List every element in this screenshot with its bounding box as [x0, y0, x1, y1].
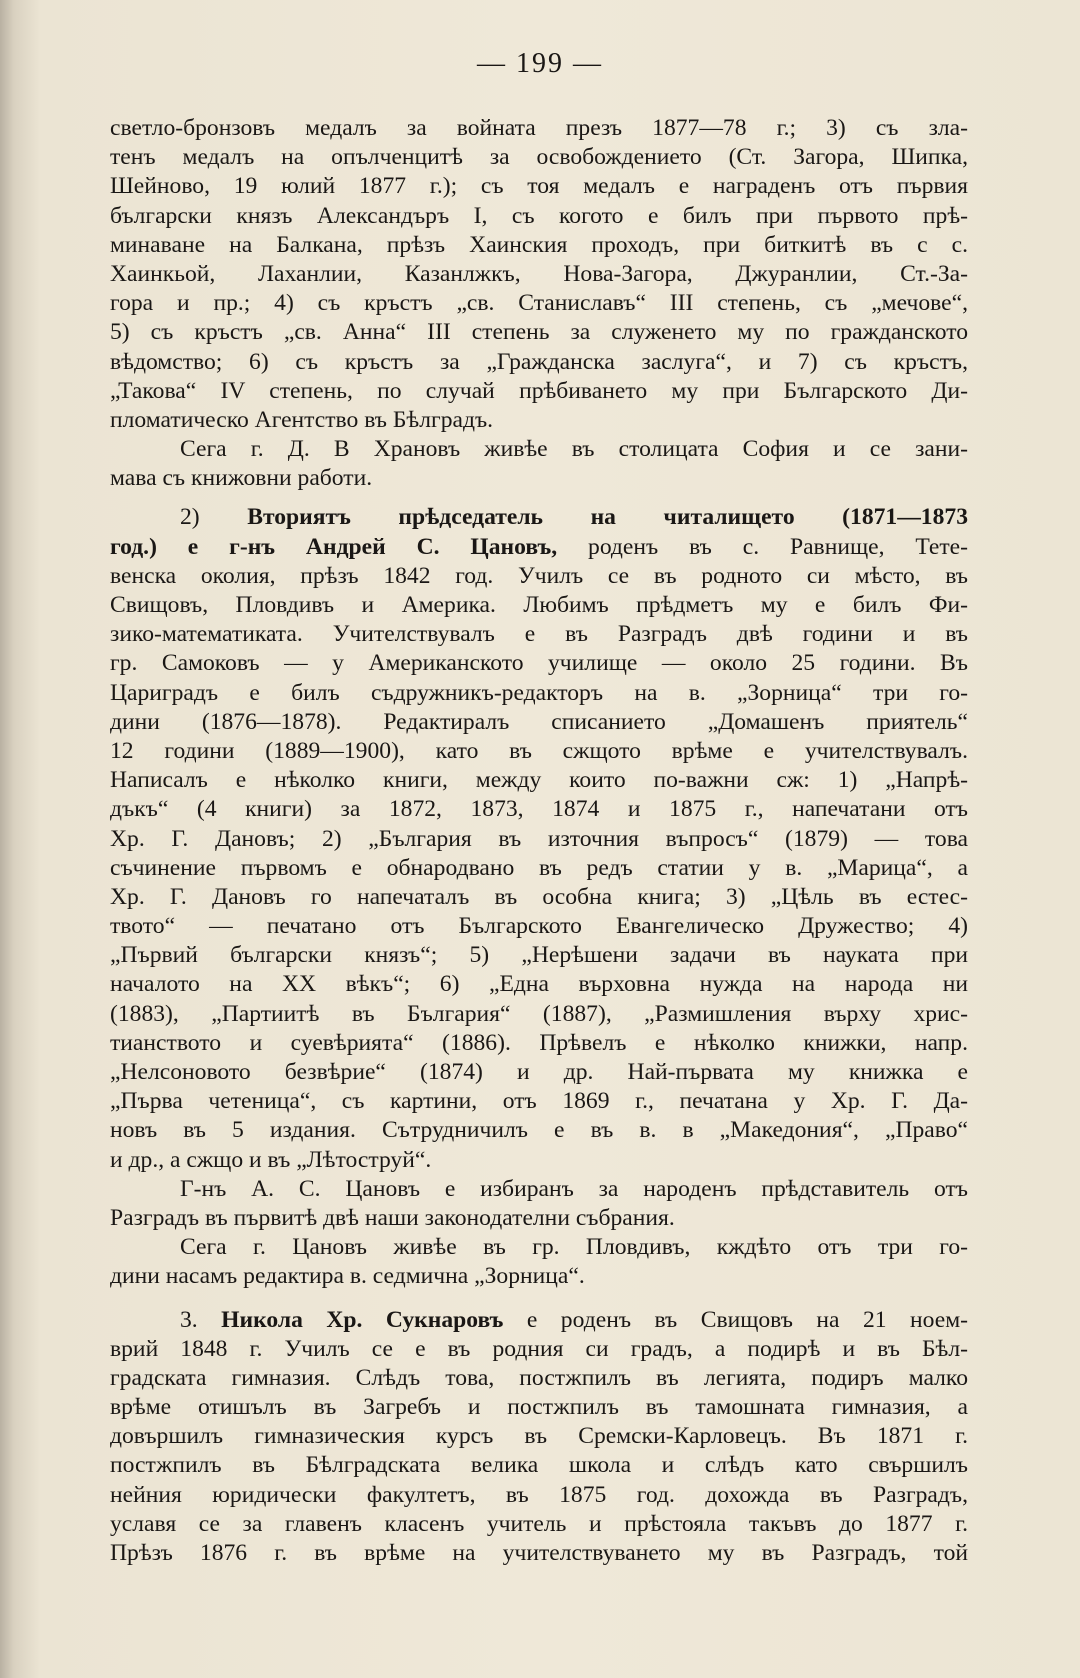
text-line: Хр. Г. Дановъ; 2) „България въ източния въпросъ“ (1879) — това [110, 825, 968, 852]
paragraph-4 [110, 1175, 968, 1233]
page-number: — 199 — [477, 48, 603, 79]
paragraph-2 [110, 435, 968, 493]
text-line: постжпилъ въ Бѣлградската велика школа и слѣдъ като свършилъ [110, 1452, 968, 1479]
text-line: Шейново, 19 юлий 1877 г.); съ тоя медалъ е награденъ отъ първия [110, 173, 968, 200]
text-line: зико-математиката. Учителствувалъ е въ Разградъ двѣ години и въ [110, 621, 968, 648]
heading-number: 2) [180, 504, 200, 531]
text-line: 5) съ кръстъ „св. Анна“ III степень за служенето му по гражданското [110, 319, 968, 346]
text-line: дини (1876—1878). Редактиралъ списанието „Домашенъ приятель“ [110, 708, 968, 735]
text-line: светло-бронзовъ медалъ за войната презъ 1877—78 г.; 3) съ зла- [110, 115, 968, 141]
text-line: гора и пр.; 4) съ кръстъ „св. Станиславъ“ III степень, съ „мечове“, [110, 290, 968, 317]
text-line: уславя се за главенъ класенъ учитель и прѣстояла такъвъ до 1877 г. [110, 1510, 968, 1537]
text-line: минаване на Балкана, прѣзъ Хаинския проходъ, при биткитѣ въ с с. [110, 231, 968, 258]
text-line: 12 години (1889—1900), като въ сжщото врѣме е учителствувалъ. [110, 737, 968, 764]
text-line: Хаинкьой, Лаханлии, Казанлжкъ, Нова-Загора, Джуранлии, Ст.-За- [110, 260, 968, 287]
text-line: Прѣзъ 1876 г. въ врѣме на учителствуването му въ Разградъ, той [110, 1540, 968, 1566]
text-line: венска околия, прѣзъ 1842 год. Училъ се въ родното си мѣсто, въ [110, 562, 968, 589]
text-line: Сега г. Цановъ живѣе въ гр. Пловдивъ, кждѣто отъ три го- [180, 1234, 968, 1261]
text-line: нейния юридически факултетъ, въ 1875 год. дохожда въ Разградъ, [110, 1481, 968, 1508]
text-line [110, 533, 968, 562]
text-line: „Първий български князъ“; 5) „Нерѣшени задачи въ науката при [110, 942, 968, 969]
text-line: гр. Самоковъ — у Американското училище — около 25 години. Въ [110, 650, 968, 677]
paragraph-suknarov [110, 1306, 968, 1569]
text-line: Написалъ е нѣколко книги, между които по-важни сж: 1) „Напрѣ- [110, 767, 968, 794]
text-line: мава съ книжовни работи. [110, 465, 373, 492]
text-line: врий 1848 г. Училъ се е въ родния си градъ, а подирѣ и въ Бѣл- [110, 1335, 968, 1362]
text-line: новъ въ 5 издания. Сътрудничилъ е въ в. в „Македония“, „Право“ [110, 1117, 968, 1144]
text-line: и др., а сжщо и въ „Лѣтоструй“. [110, 1146, 432, 1173]
text-line: тианството и суевѣрията“ (1886). Прѣвелъ е нѣколко книжки, напр. [110, 1029, 968, 1056]
text-line: „Такова“ IV степень, по случай прѣбиването му при Българското Ди- [110, 377, 968, 404]
text-line: Хр. Г. Дановъ го напечаталъ въ особна книга; 3) „Цѣль въ естес- [110, 883, 968, 910]
text-line: градската гимназия. Слѣдъ това, постжпилъ въ легията, подиръ малко [110, 1364, 968, 1391]
text-line: „Първа четеница“, съ картини, отъ 1869 г., печатана у Хр. Г. Да- [110, 1088, 968, 1115]
text-line: твото“ — печатано отъ Българското Евангелическо Дружество; 4) [110, 913, 968, 940]
text-line: дъкъ“ (4 книги) за 1872, 1873, 1874 и 1875 г., напечатани отъ [110, 796, 968, 823]
text-line: дини насамъ редактира в. седмична „Зорница“. [110, 1263, 585, 1290]
text-line: Свищовъ, Пловдивъ и Америка. Любимъ прѣдметъ му е билъ Фи- [110, 592, 968, 618]
paragraph-5 [110, 1233, 968, 1291]
text-line: Г-нъ А. С. Цановъ е избиранъ за народенъ прѣдставитель отъ [180, 1175, 968, 1202]
text-line: български князъ Александъръ I, съ когото е билъ при първото прѣ- [110, 202, 968, 229]
text-line: (1883), „Партиитѣ въ България“ (1887), „Размишления върху хрис- [110, 1000, 968, 1027]
heading-bold: Вториятъ прѣдседатель на читалището (1871—1873 [247, 504, 968, 531]
text-line: началото на XX вѣкъ“; 6) „Една върховна нужда на народа ни [110, 971, 968, 998]
person-name: Никола Хр. Сукнаровъ [221, 1306, 504, 1333]
paragraph-1 [110, 114, 968, 435]
text-line: врѣме отишълъ въ Загребъ и постжпилъ въ тамошната гимназия, а [110, 1394, 968, 1421]
text-line: вѣдомство; 6) съ кръстъ за „Гражданска заслуга“, и 7) съ кръстъ, [110, 348, 968, 375]
line-rest: е роденъ въ Свищовъ на 21 ноем- [526, 1306, 968, 1333]
text-line: „Нелсоновото безвѣрие“ (1874) и др. Най-първата му книжка е [110, 1059, 968, 1085]
person-name: год.) е г-нъ Андрей С. Цановъ, [110, 533, 558, 560]
heading-number: 3. [180, 1306, 198, 1333]
section-heading-3 [110, 1306, 968, 1335]
section-heading-2 [110, 503, 968, 532]
text-line: съчинение първомъ е обнародвано въ редъ статии у в. „Марица“, а [110, 854, 968, 881]
text-line: Цариградъ е билъ съдружникъ-редакторъ на в. „Зорница“ три го- [110, 679, 968, 706]
text-line: Разградъ въ първитѣ двѣ наши законодателни събрания. [110, 1204, 675, 1231]
text-line: пломатическо Агентство въ Бѣлградъ. [110, 406, 494, 433]
line-rest: роденъ въ с. Равнище, Тете- [588, 533, 968, 560]
text-line: довършилъ гимназическия курсъ въ Сремски-Карловецъ. Въ 1871 г. [110, 1423, 968, 1450]
text-line: Сега г. Д. В Храновъ живѣе въ столицата София и се зани- [180, 436, 968, 463]
text-line: тенъ медалъ на опълченцитѣ за освобождението (Ст. Загора, Шипка, [110, 144, 968, 171]
paragraph-tsanov [110, 503, 968, 1174]
page-text [110, 114, 968, 1568]
